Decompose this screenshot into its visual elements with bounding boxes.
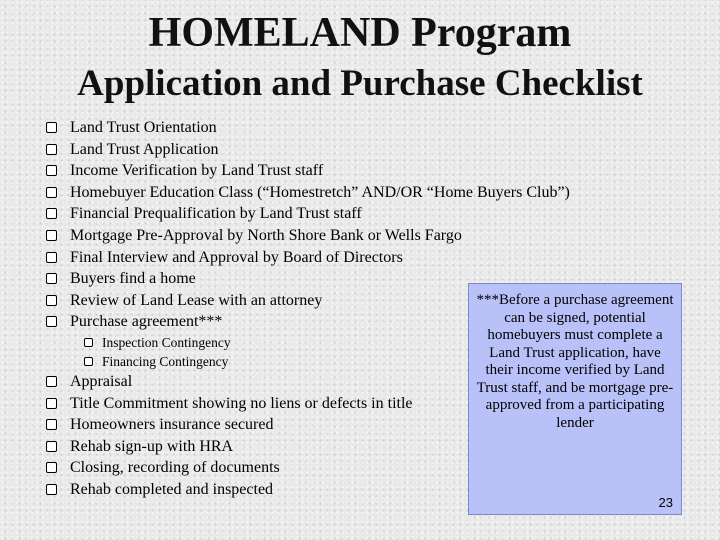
checklist-item-label: Land Trust Orientation [70, 119, 217, 136]
checklist-item [0, 393, 470, 415]
checklist-item [0, 225, 470, 247]
checklist-item [0, 414, 470, 436]
checkbox-icon [84, 357, 93, 366]
checklist-item-label: Land Trust Application [70, 140, 219, 158]
checkbox-icon [46, 376, 57, 387]
checkbox-icon [46, 230, 57, 241]
checklist-item [0, 371, 470, 393]
checklist-item-label: Rehab sign-up with HRA [70, 437, 234, 455]
checklist-item [0, 290, 470, 312]
checklist-item-label: Homeowners insurance secured [70, 416, 274, 434]
checklist-subitem-label: Financing Contingency [102, 353, 229, 369]
checklist-item [0, 139, 470, 161]
checklist-item-label: Buyers find a home [70, 270, 196, 288]
checkbox-icon [46, 441, 57, 452]
page-number: 23 [658, 495, 673, 510]
checklist-item [0, 457, 470, 479]
checkbox-icon [46, 144, 57, 155]
checklist-item-label: Mortgage Pre-Approval by North Shore Bank or Wells Fargo [70, 226, 462, 244]
slide-title: HOMELAND Program [148, 10, 572, 56]
checklist-item-label: Closing, recording of documents [70, 459, 280, 477]
checklist-item-label: Final Interview and Approval by Board of Directors [70, 248, 403, 266]
checkbox-icon [46, 316, 57, 327]
slide-subtitle: Application and Purchase Checklist [77, 63, 643, 104]
checkbox-icon [46, 122, 57, 133]
checklist-item-label: Review of Land Lease with an attorney [70, 291, 323, 309]
checklist-item [0, 160, 470, 182]
note-text: ***Before a purchase agreement can be signed, potential homebuyers must complete a Land Trust application, have their income verified by Land Trust staff, and be mortgage pre-approved from a participating lender [476, 292, 674, 431]
checkbox-icon [46, 252, 57, 263]
checklist-item-label: Appraisal [70, 372, 133, 390]
checklist-item-label: Title Commitment showing no liens or defects in title [70, 394, 413, 412]
checkbox-icon [46, 462, 57, 473]
checklist-item [0, 268, 470, 290]
checkbox-icon [46, 187, 57, 198]
checkbox-icon [46, 273, 57, 284]
checklist-item-label: Purchase agreement*** [70, 313, 223, 331]
checkbox-icon [46, 165, 57, 176]
checklist-item-label: Homebuyer Education Class (“Homestretch” AND/OR “Home Buyers Club”) [70, 183, 570, 201]
checkbox-icon [46, 398, 57, 409]
checkbox-icon [46, 484, 57, 495]
checklist-item-label: Income Verification by Land Trust staff [70, 162, 324, 180]
checkbox-icon [84, 338, 93, 347]
checklist [0, 117, 570, 501]
checklist-item-label: Financial Prequalification by Land Trust staff [70, 205, 362, 223]
checkbox-icon [46, 419, 57, 430]
checklist-item-label: Rehab completed and inspected [70, 480, 274, 498]
note-box [468, 283, 682, 515]
checklist-subitem [0, 333, 470, 352]
checklist-subitem [0, 352, 470, 371]
checklist-item [0, 311, 470, 333]
checkbox-icon [46, 208, 57, 219]
checklist-item [0, 182, 570, 204]
checklist-subitem-label: Inspection Contingency [102, 334, 231, 350]
checklist-item [0, 479, 470, 501]
checklist-item [0, 117, 470, 139]
checklist-item [0, 247, 470, 269]
checklist-item [0, 436, 470, 458]
checklist-item [0, 203, 470, 225]
checkbox-icon [46, 295, 57, 306]
